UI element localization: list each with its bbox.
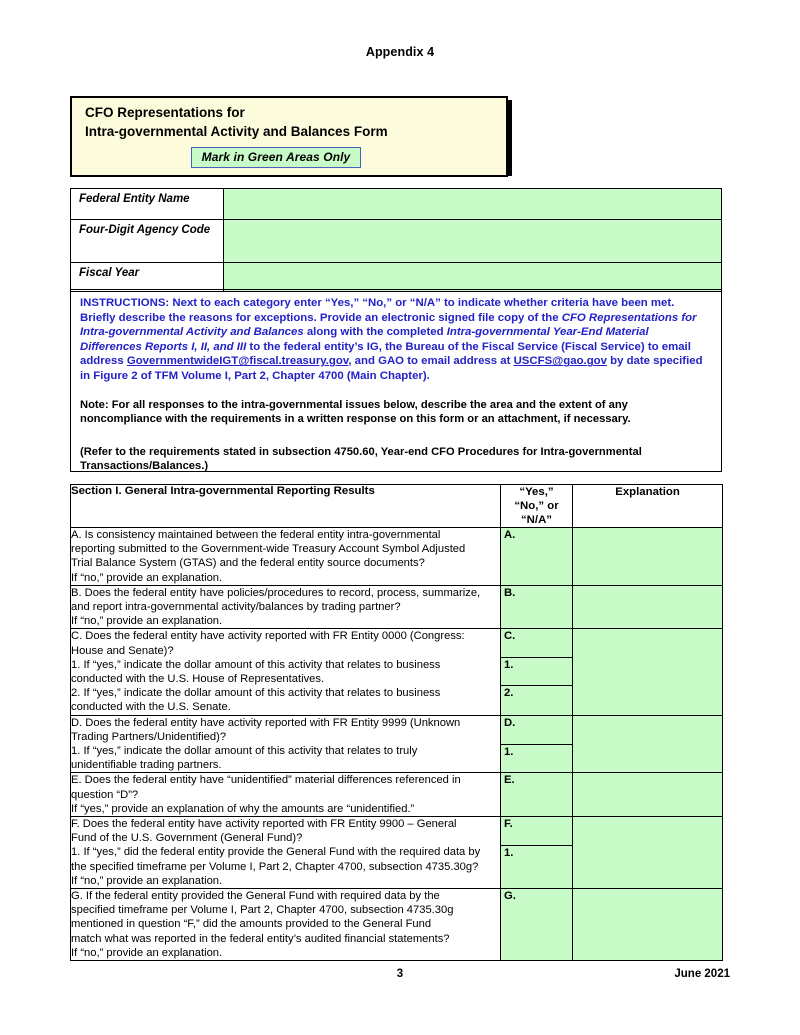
question-g-text [71, 889, 501, 961]
question-c-text [71, 629, 501, 715]
answer-field-c[interactable]: C. [504, 630, 516, 643]
question-line: E. Does the federal entity have “unidentified” material differences referenced in [71, 774, 461, 787]
question-line: F. Does the federal entity have activity reported with FR Entity 9900 – General [71, 818, 457, 831]
question-line: 2. If “yes,” indicate the dollar amount of this activity that relates to business [71, 687, 441, 700]
answer-field-e[interactable]: E. [504, 774, 515, 787]
instructions-box [70, 289, 722, 472]
section-i-header-question: Section I. General Intra-governmental Reporting Results [71, 485, 501, 528]
table-row [71, 585, 723, 629]
mark-badge-row [72, 147, 506, 168]
entity-info-table [70, 188, 722, 292]
answer-field-f[interactable]: F. [504, 818, 513, 831]
question-line: reporting submitted to the Government-wide Treasury Account Symbol Adjusted [71, 543, 466, 556]
table-row [71, 220, 722, 263]
question-line: unidentifiable trading partners. [71, 759, 222, 772]
instructions-note: Note: For all responses to the intra-governmental issues below, describe the area and the extent of any noncompliance with the requirements in a written response on this form or an attachment, if necessary. [80, 398, 631, 426]
explanation-cell-d[interactable] [573, 715, 723, 773]
question-line: 1. If “yes,” indicate the dollar amount of this activity that relates to business [71, 658, 441, 671]
answer-cell-b[interactable] [501, 585, 573, 629]
answer-field-a[interactable]: A. [504, 529, 516, 541]
explanation-cell-a[interactable] [573, 528, 723, 586]
instructions-italic-title-1: CFO Representations for Intra-governmental Activity and Balances [80, 311, 697, 339]
question-line: Fund of the U.S. Government (General Fund)? [71, 832, 303, 845]
table-row [71, 189, 722, 220]
answer-field-d[interactable]: D. [504, 716, 516, 729]
instructions-reference: (Refer to the requirements stated in subsection 4750.60, Year-end CFO Procedures for Intra-governmental Transactions/Balances.) [80, 445, 642, 473]
federal-entity-name-field[interactable] [224, 189, 722, 220]
form-title-card [70, 96, 510, 174]
explanation-cell-e[interactable] [573, 773, 723, 817]
answer-cell-a[interactable] [501, 528, 573, 586]
instructions-text-part-2: along with the completed [303, 326, 447, 339]
question-line: A. Is consistency maintained between the federal entity intra-governmental [71, 529, 441, 541]
table-row [71, 773, 723, 817]
table-row [71, 528, 723, 586]
answer-header-line-1: “Yes,” [519, 486, 554, 498]
answer-field-d-1[interactable]: 1. [501, 744, 572, 772]
table-header-row [71, 485, 723, 528]
four-digit-agency-code-field[interactable] [224, 220, 722, 263]
table-row [71, 889, 723, 961]
instructions-paragraph [80, 296, 712, 384]
footer-date: June 2021 [674, 968, 730, 980]
question-line: question “D”? [71, 788, 139, 801]
section-i-header-answer [501, 485, 573, 528]
question-line: G. If the federal entity provided the General Fund with required data by the [71, 890, 440, 903]
question-a-text [71, 528, 501, 586]
question-f-text [71, 817, 501, 889]
instructions-text-part-1: INSTRUCTIONS: Next to each category enter “Yes,” “No,” or “N/A” to indicate whether criteria have been met. Briefly describe the reasons for exceptions. Provide an electronic signed file copy of the [80, 297, 675, 324]
fiscal-year-label: Fiscal Year [71, 263, 224, 292]
question-e-text [71, 773, 501, 817]
question-line: Trial Balance System (GTAS) and the federal entity source documents? [71, 557, 425, 570]
question-line: B. Does the federal entity have policies/procedures to record, process, summarize, [71, 586, 481, 599]
table-row [71, 263, 722, 292]
section-i-header-explanation: Explanation [573, 485, 723, 528]
federal-entity-name-label: Federal Entity Name [71, 189, 224, 220]
question-line: If “no,” provide an explanation. [71, 874, 223, 887]
question-line: specified timeframe per Volume I, Part 2, Chapter 4700, subsection 4735.30g [71, 904, 454, 917]
question-line: If “no,” provide an explanation. [71, 946, 223, 959]
question-line: conducted with the U.S. Senate. [71, 701, 231, 714]
answer-field-f-1[interactable]: 1. [501, 845, 572, 888]
question-line: If “yes,” provide an explanation of why the amounts are “unidentified.” [71, 802, 415, 815]
title-card-body [70, 96, 508, 177]
fiscal-service-email-link[interactable]: GovernmentwideIGT@fiscal.treasury.gov [126, 355, 349, 368]
appendix-title: Appendix 4 [365, 45, 435, 59]
section-i-table [70, 484, 723, 961]
answer-cell-f[interactable] [501, 817, 573, 889]
question-b-text [71, 585, 501, 629]
explanation-cell-b[interactable] [573, 585, 723, 629]
table-row [71, 715, 723, 773]
question-line: D. Does the federal entity have activity reported with FR Entity 9999 (Unknown [71, 716, 461, 729]
question-line: the specified timeframe per Volume I, Part 2, Chapter 4700, subsection 4735.30g? [71, 860, 479, 873]
form-title-line-1: CFO Representations for [85, 105, 245, 120]
instructions-italic-title-2: Intra-governmental Year-End Material Differences Reports I, II, and III [80, 326, 649, 353]
table-row [71, 817, 723, 889]
question-line: Trading Partners/Unidentified)? [71, 730, 227, 743]
answer-cell-d[interactable] [501, 715, 573, 773]
answer-field-g[interactable]: G. [504, 890, 516, 903]
form-title-line-2: Intra-governmental Activity and Balances Form [85, 124, 388, 139]
gao-email-link[interactable]: USCFS@gao.gov [513, 355, 607, 368]
question-line: If “no,” provide an explanation. [71, 571, 223, 584]
answer-field-b[interactable]: B. [504, 586, 516, 599]
instructions-text-part-5: by date specified in Figure 2 of TFM Volume I, Part 2, Chapter 4700 (Main Chapter). [80, 355, 703, 382]
question-line: mentioned in question “F,” did the amounts provided to the General Fund [71, 918, 432, 931]
four-digit-agency-code-label: Four-Digit Agency Code [71, 220, 224, 263]
question-line: If “no,” provide an explanation. [71, 615, 223, 628]
explanation-cell-f[interactable] [573, 817, 723, 889]
instructions-text-part-3: to the federal entity’s IG, the Bureau of the Fiscal Service (Fiscal Service) to email address [80, 340, 691, 368]
footer-page-number: 3 [396, 968, 404, 980]
question-line: match what was reported in the federal entity’s audited financial statements? [71, 932, 450, 945]
answer-header-line-2: “No,” or [514, 500, 559, 512]
answer-cell-e[interactable] [501, 773, 573, 817]
table-row [71, 629, 723, 715]
answer-field-c-2[interactable]: 2. [501, 685, 572, 713]
mark-in-green-areas-badge: Mark in Green Areas Only [191, 147, 362, 168]
question-line: 1. If “yes,” indicate the dollar amount of this activity that relates to truly [71, 745, 418, 758]
question-d-text [71, 715, 501, 773]
answer-header-line-3: “N/A” [520, 514, 552, 526]
explanation-cell-g[interactable] [573, 889, 723, 961]
question-line: conducted with the U.S. House of Representatives. [71, 673, 325, 686]
instructions-text-part-4: , and GAO to email address at [348, 355, 514, 368]
fiscal-year-field[interactable] [224, 263, 722, 292]
explanation-cell-c[interactable] [573, 629, 723, 715]
answer-field-c-1[interactable]: 1. [501, 657, 572, 685]
answer-cell-g[interactable] [501, 889, 573, 961]
question-line: and report intra-governmental activity/balances by trading partner? [71, 601, 401, 614]
question-line: House and Senate)? [71, 644, 174, 657]
question-line: C. Does the federal entity have activity reported with FR Entity 0000 (Congress: [71, 630, 465, 643]
question-line: 1. If “yes,” did the federal entity provide the General Fund with the required data by [71, 846, 481, 859]
answer-cell-c[interactable] [501, 629, 573, 715]
